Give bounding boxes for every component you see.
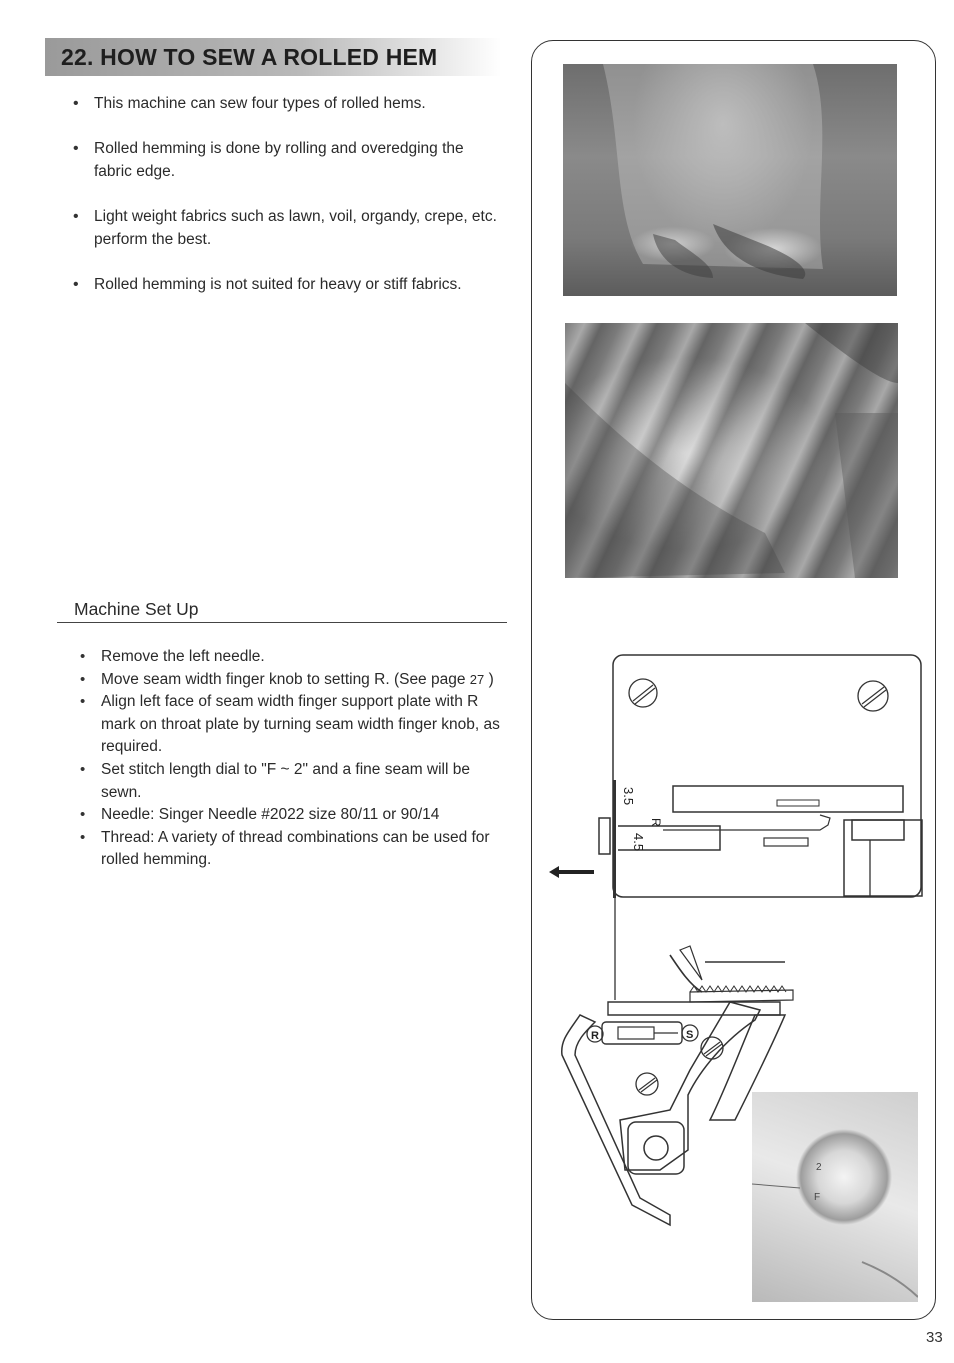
setup-text: mark on throat plate by turning seam width finger knob, as required.: [101, 715, 500, 756]
screw-icon: [858, 681, 888, 711]
scale-label-bottom: 4.5: [631, 833, 646, 852]
list-item: • Set stitch length dial to "F ~ 2" and a fine seam will be sewn.: [78, 759, 508, 804]
dial-mark-f: F: [814, 1192, 821, 1203]
screw-icon: [701, 1037, 723, 1059]
plate-mark-r: R: [591, 1030, 599, 1042]
list-item: • Light weight fabrics such as lawn, voil, organdy, crepe, etc. perform the best.: [70, 205, 505, 251]
setup-text: Align left face of seam width finger support plate with: [101, 693, 463, 711]
page-reference: 27: [469, 671, 485, 687]
section-divider: [57, 622, 507, 623]
list-item: • Remove the left needle.: [78, 646, 508, 669]
list-item: • This machine can sew four types of rolled hems.: [70, 92, 505, 115]
screw-icon: [636, 1073, 658, 1095]
fabric-fold-shapes: [565, 323, 898, 578]
page-number: 33: [926, 1329, 943, 1346]
list-item: • Needle: Singer Needle #2022 size 80/11 or 90/14: [78, 804, 508, 827]
section-heading: Machine Set Up: [74, 599, 199, 619]
screw-icon: [629, 679, 657, 707]
finger-support-plate: [599, 818, 610, 854]
setting-mark: R: [374, 670, 386, 688]
setup-text: ): [488, 670, 494, 688]
arrow-left-icon: [549, 866, 594, 878]
setup-list: [78, 646, 508, 872]
needle-hole-icon: [644, 1136, 668, 1160]
list-item: • Rolled hemming is not suited for heavy or stiff fabrics.: [70, 273, 505, 296]
intro-bullet-list: [70, 92, 505, 318]
list-item: [78, 691, 508, 759]
rolled-hem-fabric-photo: [565, 323, 898, 578]
presser-foot-outline: [562, 1015, 670, 1225]
scale-label-top: 3.5: [621, 787, 636, 806]
page-title: 22. HOW TO SEW A ROLLED HEM: [61, 44, 438, 70]
dial-marks: [752, 1092, 918, 1302]
list-item: • Thread: A variety of thread combinations can be used for rolled hemming.: [78, 827, 508, 872]
dial-mark-2: 2: [816, 1162, 822, 1173]
seam-width-finger-plate: [673, 786, 903, 812]
setting-mark: R: [467, 693, 479, 711]
title-banner: [45, 38, 501, 76]
throat-plate-outline: [613, 655, 921, 897]
setup-text: . (See page: [385, 670, 466, 688]
setup-text: Move seam width finger knob to setting: [101, 670, 370, 688]
list-item: [78, 669, 508, 692]
stitch-length-dial-photo: [752, 1092, 918, 1302]
rolled-hem-dress-photo: [563, 64, 897, 296]
list-item: • Rolled hemming is done by rolling and overedging the fabric edge.: [70, 137, 505, 183]
scale-label-mark: R: [649, 818, 663, 827]
plate-mark-s: S: [686, 1029, 694, 1041]
dress-hem-shapes: [563, 64, 897, 296]
